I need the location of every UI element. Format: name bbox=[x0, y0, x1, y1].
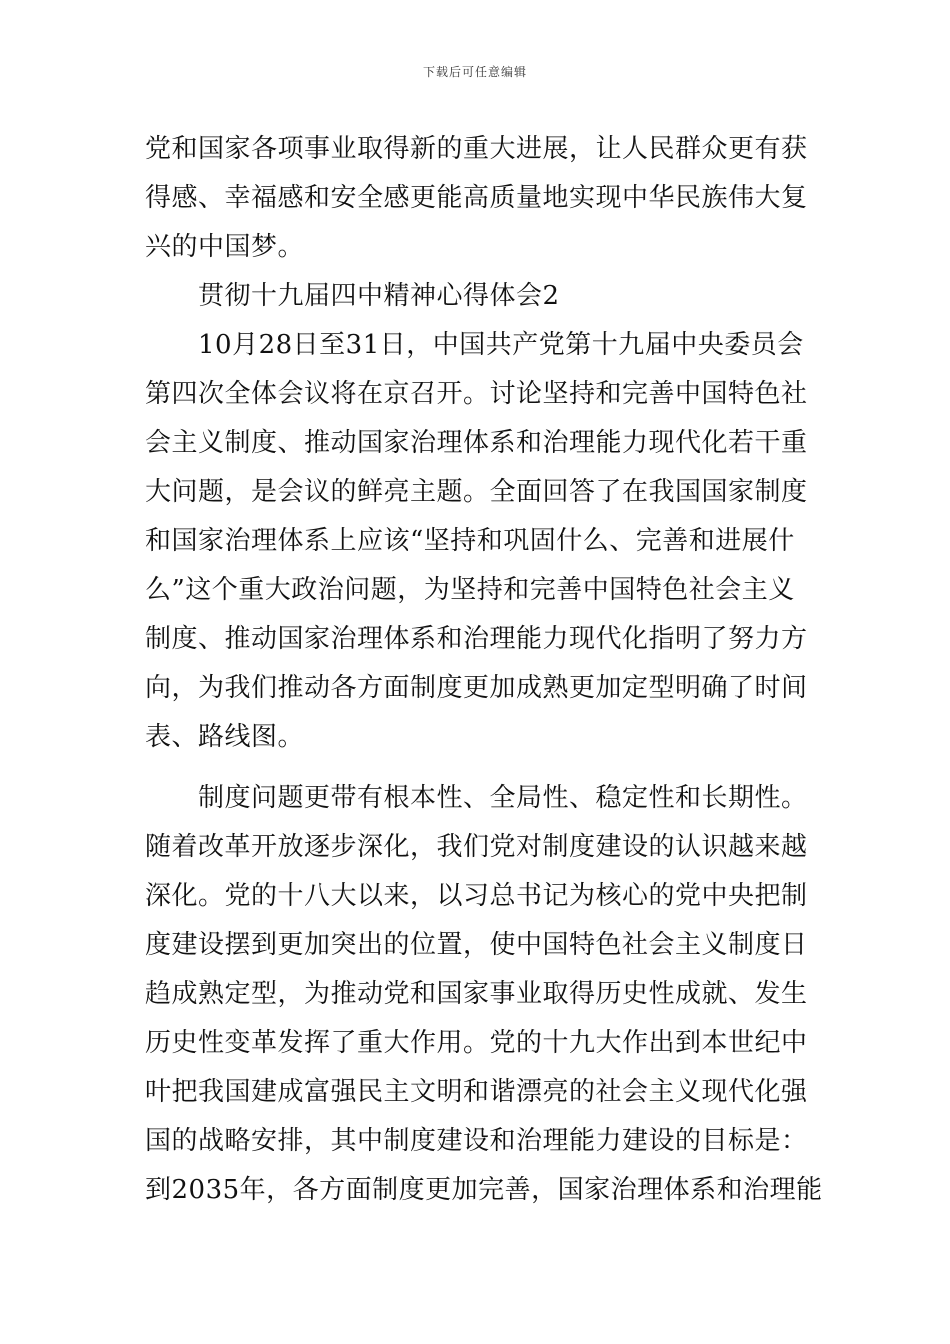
text-line: 历史性变革发挥了重大作用。党的十九大作出到本世纪中 bbox=[145, 1028, 808, 1058]
text-line: 兴的中国梦。 bbox=[145, 232, 305, 262]
text-line: 度建设摆到更加突出的位置，使中国特色社会主义制度日 bbox=[145, 930, 808, 960]
text-line: 党和国家各项事业取得新的重大进展，让人民群众更有获 bbox=[145, 134, 808, 164]
text-line: 会主义制度、推动国家治理体系和治理能力现代化若干重 bbox=[145, 428, 808, 458]
text-line: 国的战略安排，其中制度建设和治理能力建设的目标是： bbox=[145, 1126, 808, 1156]
text-line: 制度、推动国家治理体系和治理能力现代化指明了努力方 bbox=[145, 624, 808, 654]
text-line: 第四次全体会议将在京召开。讨论坚持和完善中国特色社 bbox=[145, 379, 808, 409]
text-line: 叶把我国建成富强民主文明和谐漂亮的社会主义现代化强 bbox=[145, 1077, 808, 1107]
text-line: 趋成熟定型，为推动党和国家事业取得历史性成就、发生 bbox=[145, 979, 808, 1009]
text-line: 10月28日至31日，中国共产党第十九届中央委员会 bbox=[145, 330, 804, 360]
text-line: 随着改革开放逐步深化，我们党对制度建设的认识越来越 bbox=[145, 832, 808, 862]
document-body bbox=[145, 125, 823, 1215]
text-line: 大问题，是会议的鲜亮主题。全面回答了在我国国家制度 bbox=[145, 477, 808, 507]
text-line: 表、路线图。 bbox=[145, 722, 305, 752]
paragraph-gap bbox=[145, 762, 811, 774]
section-heading: 贯彻十九届四中精神心得体会2 bbox=[145, 281, 560, 311]
text-line: 得感、幸福感和安全感更能高质量地实现中华民族伟大复 bbox=[145, 183, 808, 213]
text-line: 么”这个重大政治问题，为坚持和完善中国特色社会主义 bbox=[145, 575, 795, 605]
text-line: 制度问题更带有根本性、全局性、稳定性和长期性。 bbox=[145, 783, 808, 813]
text-line: 深化。党的十八大以来，以习总书记为核心的党中央把制 bbox=[145, 881, 808, 911]
text-line: 向，为我们推动各方面制度更加成熟更加定型明确了时间 bbox=[145, 673, 808, 703]
page-header: 下载后可任意编辑 bbox=[422, 65, 527, 79]
text-line: 和国家治理体系上应该“坚持和巩固什么、完善和进展什 bbox=[145, 526, 795, 556]
text-line: 到2035年，各方面制度更加完善，国家治理体系和治理能 bbox=[145, 1175, 823, 1205]
